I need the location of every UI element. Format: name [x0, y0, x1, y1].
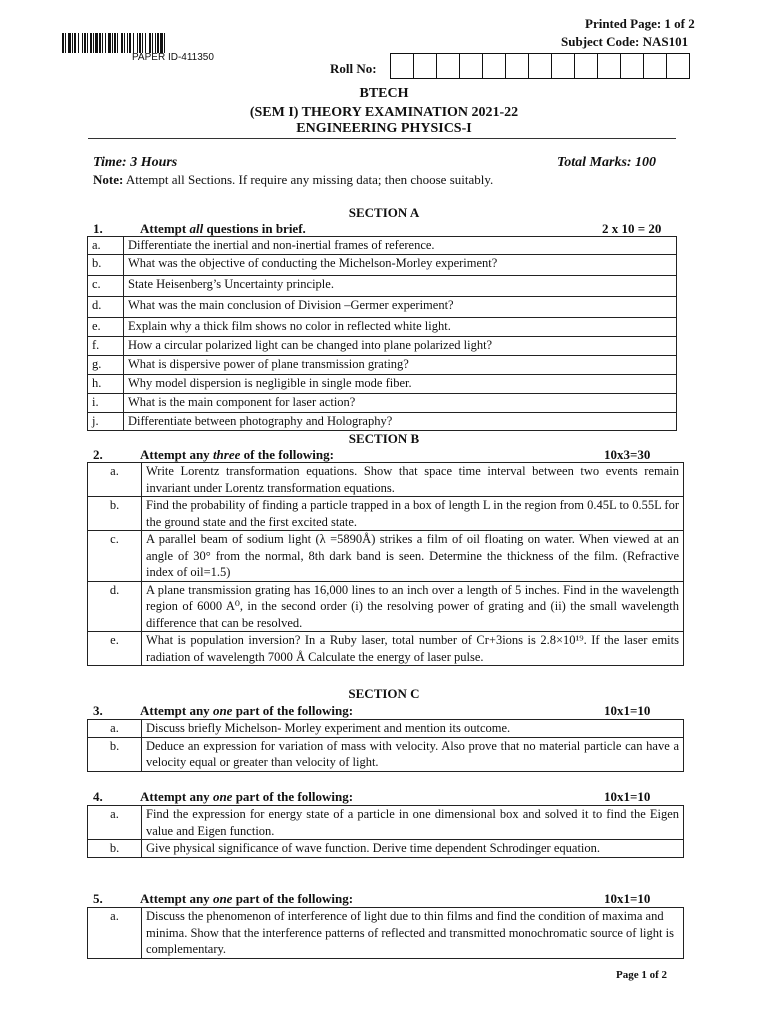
degree-title: BTECH [359, 86, 409, 101]
question-5-table [87, 907, 684, 959]
item-text: Discuss briefly Michelson- Morley experiment and mention its outcome. [142, 720, 684, 738]
item-text: State Heisenberg’s Uncertainty principle. [124, 276, 677, 297]
roll-no-label: Roll No: [330, 61, 377, 76]
section-b-table [87, 462, 684, 666]
item-text: Find the probability of finding a particle trapped in a box of length L in the region from 0.45L to 0.55L for the ground state and the first excited state. [142, 497, 684, 531]
item-key: a. [88, 463, 142, 497]
item-key: b. [88, 255, 124, 276]
item-key: b. [88, 497, 142, 531]
question-2-instruction [140, 447, 334, 463]
instruction-text: Attempt any [140, 789, 213, 804]
item-text: What is the main component for laser action? [124, 394, 677, 413]
table-row [88, 581, 684, 632]
item-key: a. [88, 720, 142, 738]
table-row [88, 394, 677, 413]
instruction-text: part of the following: [232, 703, 354, 718]
item-text: Explain why a thick film shows no color in reflected white light. [124, 318, 677, 337]
table-row [88, 237, 677, 255]
roll-no-box[interactable] [482, 53, 506, 79]
roll-no-box[interactable] [597, 53, 621, 79]
table-row [88, 497, 684, 531]
instruction-text: of the following: [240, 447, 334, 462]
table-row [88, 297, 677, 318]
question-1-marks: 2 x 10 = 20 [602, 221, 662, 236]
item-text: What was the main conclusion of Division –Germer experiment? [124, 297, 677, 318]
table-row [88, 737, 684, 771]
note [93, 172, 493, 188]
item-text: What is population inversion? In a Ruby laser, total number of Cr+3ions is 2.8×10¹⁹. If the laser emits radiation of wavelength 7000 Å Calculate the energy of laser pulse. [142, 632, 684, 666]
item-key: d. [88, 297, 124, 318]
table-row [88, 840, 684, 858]
instruction-text: Attempt [140, 221, 190, 236]
table-row [88, 531, 684, 582]
item-key: e. [88, 632, 142, 666]
instruction-text: Attempt any [140, 447, 213, 462]
section-c-title: SECTION C [348, 686, 420, 701]
item-text: How a circular polarized light can be changed into plane polarized light? [124, 337, 677, 356]
roll-no-box[interactable] [436, 53, 460, 79]
instruction-emphasis: one [212, 789, 233, 804]
question-1-number: 1. [93, 221, 103, 236]
instruction-emphasis: all [189, 221, 204, 236]
roll-no-box[interactable] [643, 53, 667, 79]
roll-no-box[interactable] [459, 53, 483, 79]
instruction-emphasis: one [212, 891, 233, 906]
item-key: b. [88, 737, 142, 771]
item-key: e. [88, 318, 124, 337]
instruction-text: questions in brief. [203, 221, 306, 236]
question-2-number: 2. [93, 447, 103, 462]
item-key: d. [88, 581, 142, 632]
item-key: a. [88, 908, 142, 959]
section-a-title: SECTION A [348, 205, 420, 220]
table-row [88, 413, 677, 431]
item-text: A plane transmission grating has 16,000 lines to an inch over a length of 5 inches. Find in the wavelength region of 6000 A⁰, in the second order (i) the resolving power of grating and (ii) the small wavelength difference that can be resolved. [142, 581, 684, 632]
roll-no-box[interactable] [505, 53, 529, 79]
table-row [88, 255, 677, 276]
roll-no-box[interactable] [390, 53, 414, 79]
roll-no-box[interactable] [413, 53, 437, 79]
item-key: c. [88, 531, 142, 582]
page-footer: Page 1 of 2 [616, 969, 668, 981]
item-key: f. [88, 337, 124, 356]
table-row [88, 337, 677, 356]
item-key: h. [88, 375, 124, 394]
item-text: Give physical significance of wave function. Derive time dependent Schrodinger equation. [142, 840, 684, 858]
subject-code-label: Subject Code: [561, 34, 640, 49]
question-4-table [87, 805, 684, 858]
instruction-text: Attempt any [140, 703, 213, 718]
table-row [88, 276, 677, 297]
roll-no-box[interactable] [574, 53, 598, 79]
question-2-marks: 10x3=30 [604, 447, 651, 462]
section-a-table [87, 236, 677, 431]
question-5-marks: 10x1=10 [604, 891, 651, 906]
exam-title: (SEM I) THEORY EXAMINATION 2021-22 [249, 105, 519, 120]
item-key: g. [88, 356, 124, 375]
table-row [88, 318, 677, 337]
item-text: Differentiate between photography and Holography? [124, 413, 677, 431]
roll-no-box[interactable] [620, 53, 644, 79]
roll-no-box[interactable] [551, 53, 575, 79]
table-row [88, 356, 677, 375]
subject-code-value: NAS101 [642, 34, 689, 49]
item-key: j. [88, 413, 124, 431]
item-text: A parallel beam of sodium light (λ =5890Å) strikes a film of oil floating on water. When viewed at an angle of 30° from the normal, 8th dark band is seen. Determine the thickness of the film. (Refractive index of oil=1.5) [142, 531, 684, 582]
item-key: a. [88, 806, 142, 840]
table-row [88, 632, 684, 666]
instruction-emphasis: one [212, 703, 233, 718]
question-5-number: 5. [93, 891, 103, 906]
note-text: Attempt all Sections. If require any missing data; then choose suitably. [123, 172, 494, 187]
item-text: Why model dispersion is negligible in single mode fiber. [124, 375, 677, 394]
paper-id: PAPER ID-411350 [132, 52, 214, 63]
table-row [88, 463, 684, 497]
instruction-text: part of the following: [232, 789, 354, 804]
instruction-text: part of the following: [232, 891, 354, 906]
question-4-marks: 10x1=10 [604, 789, 651, 804]
note-label: Note: [93, 172, 124, 187]
question-3-number: 3. [93, 703, 103, 718]
item-key: c. [88, 276, 124, 297]
question-5-instruction [140, 891, 353, 907]
question-3-marks: 10x1=10 [604, 703, 651, 718]
item-text: Find the expression for energy state of a particle in one dimensional box and solved it to find the Eigen value and Eigen function. [142, 806, 684, 840]
exam-time: Time: 3 Hours [93, 155, 178, 170]
question-3-instruction [140, 703, 353, 719]
instruction-text: Attempt any [140, 891, 213, 906]
header-divider [88, 138, 676, 139]
printed-page-label: Printed Page: [585, 16, 662, 31]
item-key: b. [88, 840, 142, 858]
total-marks: Total Marks: 100 [557, 155, 657, 170]
section-b-title: SECTION B [348, 431, 420, 446]
item-text: What is dispersive power of plane transmission grating? [124, 356, 677, 375]
item-key: i. [88, 394, 124, 413]
subject-title: ENGINEERING PHYSICS-I [296, 121, 472, 136]
roll-no-box[interactable] [528, 53, 552, 79]
question-4-instruction [140, 789, 353, 805]
question-1-instruction [140, 221, 306, 237]
instruction-emphasis: three [212, 447, 241, 462]
subject-code [561, 34, 688, 50]
table-row [88, 908, 684, 959]
question-3-table [87, 719, 684, 772]
item-text: Deduce an expression for variation of mass with velocity. Also prove that no material particle can have a velocity equal or greater than velocity of light. [142, 737, 684, 771]
roll-no-box[interactable] [666, 53, 690, 79]
barcode-bar [165, 33, 167, 53]
item-text: Discuss the phenomenon of interference of light due to thin films and find the condition of maxima and minima. Show that the interference patterns of reflected and transmitted monochromatic source of light is complementary. [142, 908, 684, 959]
item-text: Differentiate the inertial and non-inertial frames of reference. [124, 237, 677, 255]
item-key: a. [88, 237, 124, 255]
roll-no-boxes [391, 53, 690, 79]
barcode [62, 33, 290, 53]
printed-page [585, 16, 695, 32]
item-text: Write Lorentz transformation equations. Show that space time interval between two events remain invariant under Lorentz transformation equations. [142, 463, 684, 497]
printed-page-value: 1 of 2 [664, 16, 695, 31]
table-row [88, 375, 677, 394]
table-row [88, 720, 684, 738]
question-4-number: 4. [93, 789, 103, 804]
item-text: What was the objective of conducting the Michelson-Morley experiment? [124, 255, 677, 276]
table-row [88, 806, 684, 840]
